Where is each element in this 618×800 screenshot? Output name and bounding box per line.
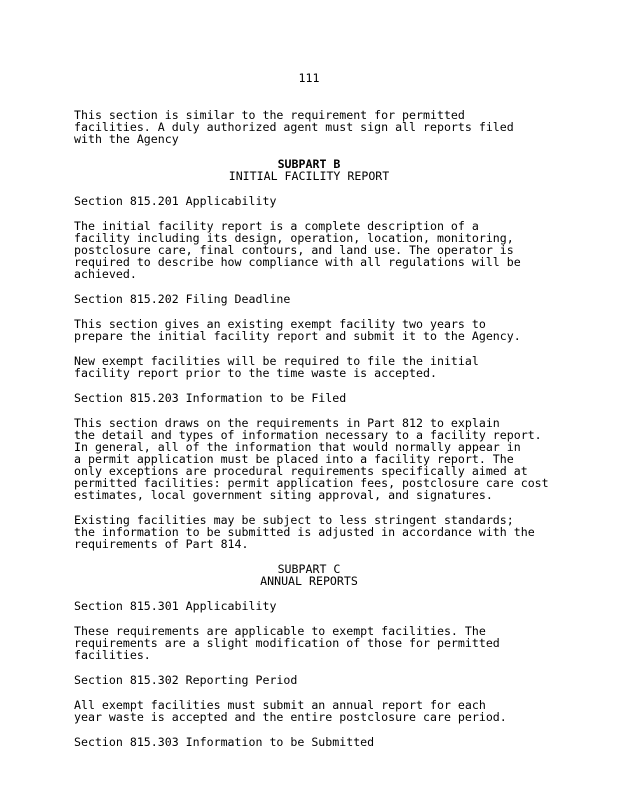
subpart-c-heading <box>0 563 618 587</box>
subpart-b-subtitle: INITIAL FACILITY REPORT <box>228 169 390 183</box>
section-202-body-1: This section gives an existing exempt facility two years to prepare the initial facility report and submit it to the Agency. <box>74 317 521 343</box>
section-203-heading: Section 815.203 Information to be Filed <box>74 391 347 405</box>
intro-paragraph: This section is similar to the requirement for permitted facilities. A duly authorized agent must sign all reports filed with the Agency <box>74 108 514 146</box>
page-number: 111 <box>298 71 320 85</box>
section-201-body: The initial facility report is a complete description of a facility including its design, operation, location, monitoring, postclosure care, final contours, and land use. The operator is required to describe how compliance with all regulations will be achieved. <box>74 219 521 281</box>
section-301-heading: Section 815.301 Applicability <box>74 599 277 613</box>
section-203-body-2: Existing facilities may be subject to less stringent standards; the information to be submitted is adjusted in accordance with the requirements of Part 814. <box>74 513 535 551</box>
section-202-body-2: New exempt facilities will be required to file the initial facility report prior to the time waste is accepted. <box>74 354 479 380</box>
subpart-c-subtitle: ANNUAL REPORTS <box>260 574 358 588</box>
subpart-b-title: SUBPART B <box>277 157 341 171</box>
section-303-heading: Section 815.303 Information to be Submitted <box>74 735 375 749</box>
subpart-c-title: SUBPART C <box>277 562 341 576</box>
section-201-heading: Section 815.201 Applicability <box>74 194 277 208</box>
subpart-b-heading <box>0 158 618 182</box>
section-301-body: These requirements are applicable to exempt facilities. The requirements are a slight modification of those for permitted facilities. <box>74 624 500 662</box>
section-302-body: All exempt facilities must submit an annual report for each year waste is accepted and the entire postclosure care period. <box>74 698 507 724</box>
page-content <box>74 109 554 761</box>
section-302-heading: Section 815.302 Reporting Period <box>74 673 298 687</box>
section-202-heading: Section 815.202 Filing Deadline <box>74 292 291 306</box>
section-203-body-1: This section draws on the requirements in Part 812 to explain the detail and types of information necessary to a facility report. In general, all of the information that would normally appear in a permit application must be placed into a facility report. The only exceptions are procedural requirements specifically aimed at permitted facilities: permit application fees, postclosure care cost estimates, local government siting approval, and signatures. <box>74 416 549 502</box>
